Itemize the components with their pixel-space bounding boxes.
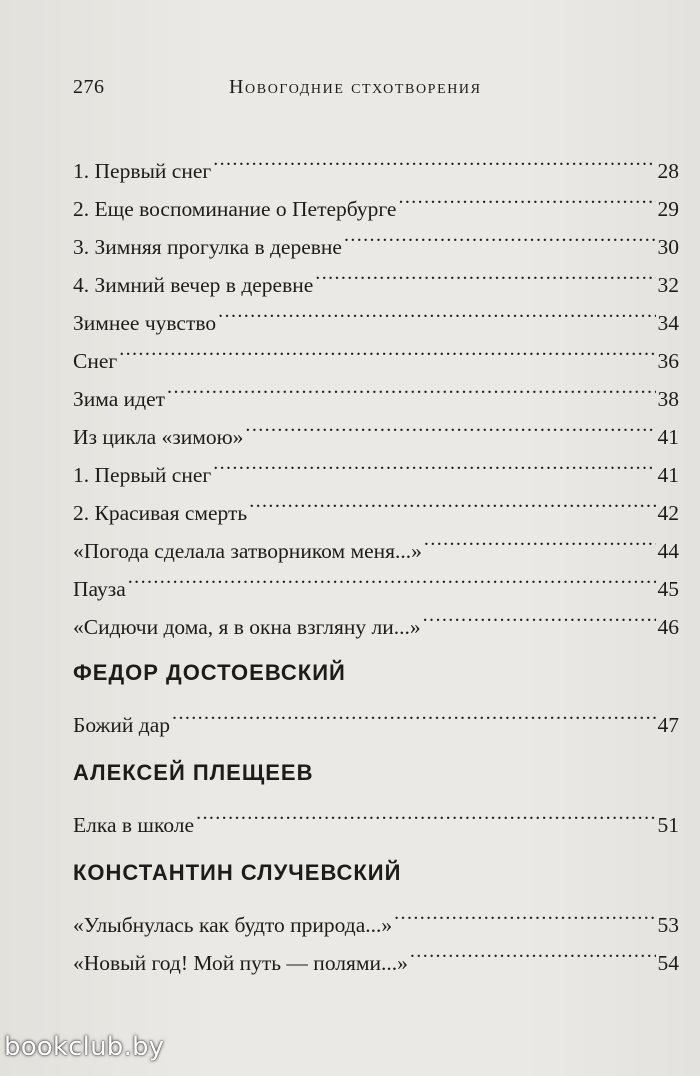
toc-entry-title: «Погода сделала затворником меня...» <box>73 539 422 563</box>
toc-entry-title: 1. Первый снег <box>73 159 212 183</box>
toc-entry-page: 29 <box>657 197 679 221</box>
toc-entry <box>73 140 679 183</box>
running-title: Новогодние стхотворения <box>229 76 482 98</box>
table-of-contents <box>73 140 679 975</box>
toc-entry-title: Зима идет <box>73 387 166 411</box>
dot-leader <box>423 596 656 634</box>
toc-group <box>73 140 679 639</box>
toc-entry <box>73 596 679 639</box>
toc-entry <box>73 368 679 411</box>
toc-entry <box>73 330 679 373</box>
toc-entry <box>73 932 679 975</box>
toc-entry <box>73 558 679 601</box>
dot-leader <box>119 330 655 368</box>
toc-entry <box>73 520 679 563</box>
toc-entry-page: 32 <box>657 273 679 297</box>
toc-entry <box>73 694 679 737</box>
toc-entry-page: 51 <box>657 813 679 837</box>
toc-entry-title: Божий дар <box>73 713 171 737</box>
toc-entry <box>73 178 679 221</box>
toc-entry <box>73 894 679 937</box>
toc-entry-page: 34 <box>657 311 679 335</box>
dot-leader <box>315 254 655 292</box>
toc-entry <box>73 406 679 449</box>
toc-entry-page: 28 <box>657 159 679 183</box>
dot-leader <box>218 292 655 330</box>
toc-entry-title: 3. Зимняя прогулка в деревне <box>73 235 342 259</box>
toc-entry-title: Снег <box>73 349 118 373</box>
toc-entry-page: 36 <box>657 349 679 373</box>
author-section <box>73 758 679 837</box>
author-heading: ФЕДОР ДОСТОЕВСКИЙ <box>73 660 346 685</box>
dot-leader <box>344 216 656 254</box>
toc-entry-title: «Сидючи дома, я в окна взгляну ли...» <box>73 615 421 639</box>
toc-entry-page: 41 <box>657 463 679 487</box>
toc-entry-page: 30 <box>657 235 679 259</box>
toc-entry <box>73 216 679 259</box>
toc-entry-page: 53 <box>657 913 679 937</box>
toc-entry-page: 42 <box>657 501 679 525</box>
toc-entry <box>73 292 679 335</box>
toc-entry-page: 46 <box>657 615 679 639</box>
toc-entry <box>73 482 679 525</box>
site-watermark: bookclub.by <box>4 1032 165 1062</box>
author-section <box>73 858 679 975</box>
toc-entry-page: 47 <box>657 713 679 737</box>
dot-leader <box>398 178 655 216</box>
toc-entry-page: 41 <box>657 425 679 449</box>
toc-entry-title: Пауза <box>73 577 126 601</box>
toc-entry-title: 4. Зимний вечер в деревне <box>73 273 314 297</box>
page-number: 276 <box>73 76 105 98</box>
toc-entry-page: 44 <box>657 539 679 563</box>
toc-entry-title: «Новый год! Мой путь — полями...» <box>73 951 408 975</box>
toc-entry-page: 54 <box>657 951 679 975</box>
dot-leader <box>245 406 655 444</box>
toc-entry <box>73 794 679 837</box>
toc-entry-title: «Улыбнулась как будто природа...» <box>73 913 393 937</box>
author-section <box>73 658 679 737</box>
toc-entry-title: 2. Еще воспоминание о Петербурге <box>73 197 397 221</box>
dot-leader <box>167 368 655 406</box>
dot-leader <box>128 558 656 596</box>
toc-entry-title: Из цикла «зимою» <box>73 425 244 449</box>
dot-leader <box>213 444 655 482</box>
toc-entry-title: Зимнее чувство <box>73 311 217 335</box>
toc-entry-page: 38 <box>657 387 679 411</box>
dot-leader <box>172 694 655 732</box>
dot-leader <box>394 894 655 932</box>
author-heading: АЛЕКСЕЙ ПЛЕЩЕЕВ <box>73 760 314 785</box>
toc-entry-page: 45 <box>657 577 679 601</box>
toc-entry-title: Елка в школе <box>73 813 195 837</box>
toc-entry <box>73 254 679 297</box>
toc-entry <box>73 444 679 487</box>
dot-leader <box>249 482 655 520</box>
dot-leader <box>410 932 656 970</box>
dot-leader <box>196 794 655 832</box>
running-header <box>73 76 633 100</box>
dot-leader <box>424 520 656 558</box>
author-heading: КОНСТАНТИН СЛУЧЕВСКИЙ <box>73 860 402 885</box>
dot-leader <box>213 140 655 178</box>
toc-entry-title: 1. Первый снег <box>73 463 212 487</box>
toc-entry-title: 2. Красивая смерть <box>73 501 248 525</box>
